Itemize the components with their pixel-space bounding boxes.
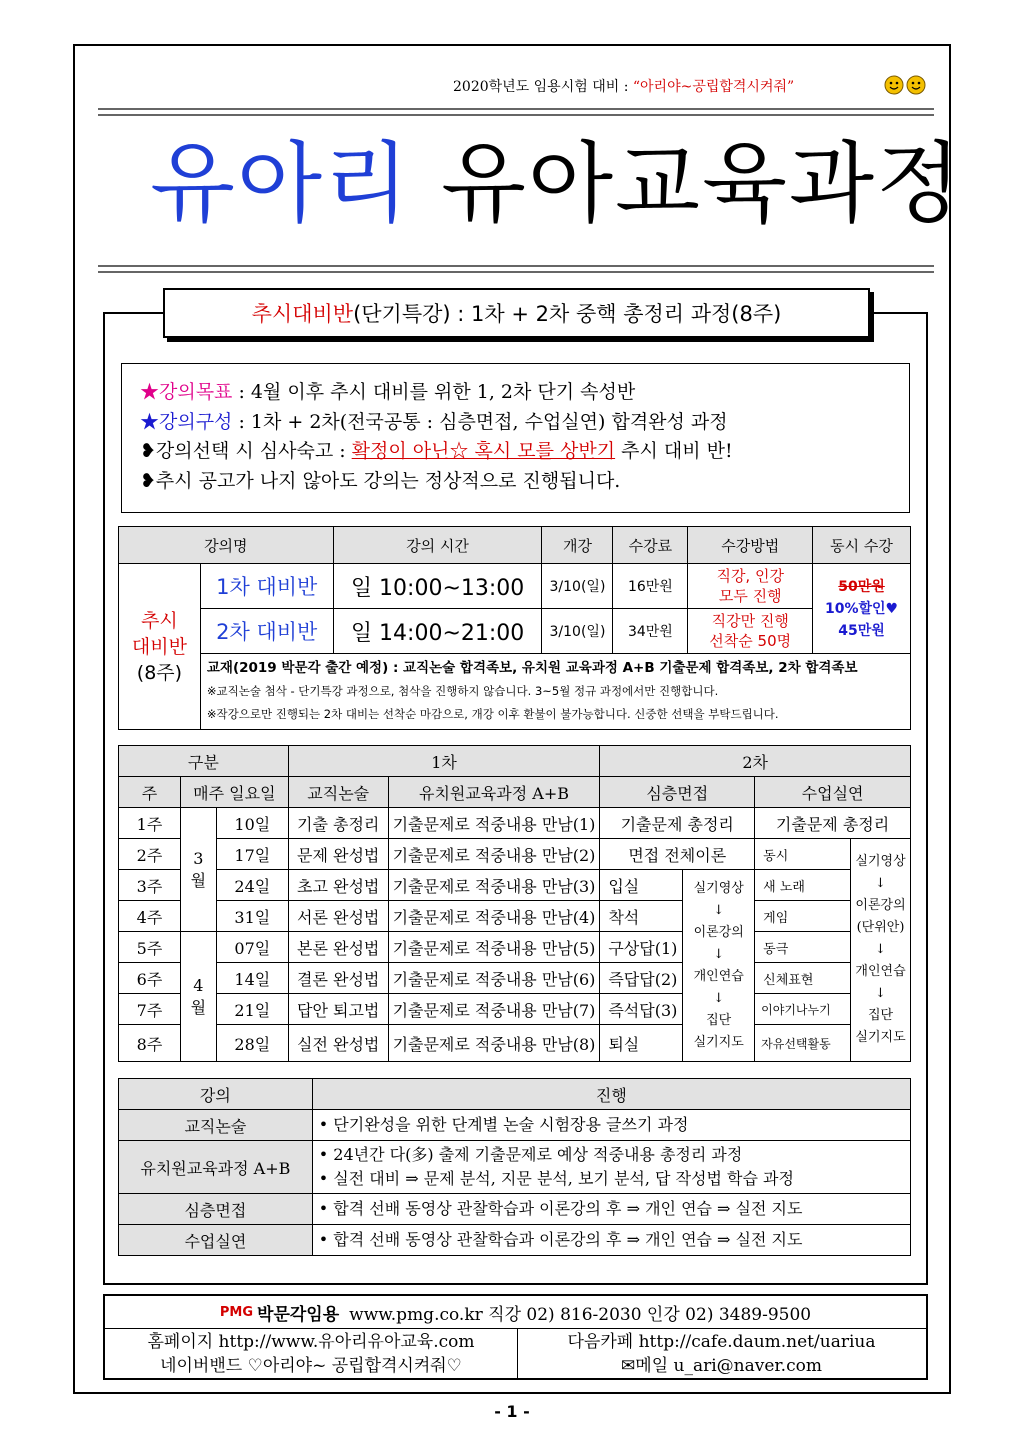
course-start: 3/10(일) [542, 609, 613, 654]
course-time: 일 14:00~21:00 [333, 609, 542, 654]
lecture-name: 유치원교육과정 A+B [119, 1141, 313, 1194]
interview-cell: 즉답답(2) [600, 963, 683, 994]
table-row [119, 901, 911, 932]
footer-contact-line [105, 1296, 926, 1329]
curriculum-cell: 기출문제로 적중내용 만남(7) [388, 994, 600, 1025]
flow-step: 실기영상 [693, 880, 744, 896]
flow-arrow: ↓ [875, 876, 886, 891]
goal-line-4: ❥추시 공고가 나지 않아도 강의는 정상적으로 진행됩니다. [140, 469, 621, 492]
flow-arrow: ↓ [875, 942, 886, 957]
flow-step: 집단 [867, 1008, 894, 1023]
curriculum-cell: 기출문제로 적중내용 만남(2) [388, 839, 600, 870]
footer-left [105, 1328, 518, 1380]
table-row [119, 609, 911, 654]
table-row [119, 963, 911, 994]
progress-table [118, 1078, 911, 1256]
method-line: 직강, 인강 [716, 567, 784, 585]
flow-arrow: ↓ [713, 990, 725, 1006]
lecture-name: 심층면접 [119, 1194, 313, 1225]
interview-flow [683, 870, 755, 1062]
day-cell: 21일 [216, 994, 288, 1025]
course-name: 2차 대비반 [200, 609, 333, 654]
header-combo: 동시 수강 [813, 527, 911, 564]
desc-line: • 합격 선배 동영상 관찰학습과 이론강의 후 ⇒ 개인 연습 ⇒ 실전 지도 [318, 1230, 803, 1249]
day-cell: 31일 [216, 901, 288, 932]
interview-cell: 기출문제 총정리 [600, 808, 755, 839]
month-number: 4 [193, 975, 204, 995]
flow-arrow: ↓ [875, 986, 886, 1001]
textbook-note: 교재(2019 박문각 출간 예정) : 교직논술 합격족보, 유치원 교육과정 A+B 기출문제 합격족보, 2차 합격족보 [206, 660, 858, 676]
lecture-desc [312, 1141, 910, 1194]
composition-label: ★강의구성 [140, 410, 233, 433]
course-fee: 16만원 [613, 564, 688, 609]
slogan-text: “아리야~공립합격시켜줘” [632, 79, 795, 95]
month-unit: 월 [190, 997, 207, 1017]
day-cell: 10일 [216, 808, 288, 839]
lecture-name: 교직논술 [119, 1110, 313, 1141]
course-method [688, 609, 813, 654]
page-title [150, 132, 964, 235]
essay-cell: 문제 완성법 [288, 839, 388, 870]
header-progress: 진행 [312, 1079, 910, 1110]
week-cell: 2주 [119, 839, 181, 870]
week-cell: 8주 [119, 1025, 181, 1062]
demo-cell: 자유선택활동 [755, 1025, 851, 1062]
table-row [119, 808, 911, 839]
essay-cell: 결론 완성법 [288, 963, 388, 994]
essay-cell: 본론 완성법 [288, 932, 388, 963]
weekly-table [118, 745, 911, 1062]
caution-suffix: 추시 대비 반! [615, 440, 733, 462]
curriculum-cell: 기출문제로 적중내용 만남(8) [388, 1025, 600, 1062]
flow-step: 이론강의 [855, 898, 906, 913]
course-method [688, 564, 813, 609]
course-title-red: 추시대비반 [251, 302, 354, 326]
demo-cell: 기출문제 총정리 [755, 808, 911, 839]
schedule-table [118, 526, 911, 730]
naver-band: 네이버밴드 ♡아리야~ 공립합격시켜줘♡ [160, 1356, 462, 1376]
title-rest: 유아교육과정 [441, 132, 964, 235]
curriculum-cell: 기출문제로 적중내용 만남(4) [388, 901, 600, 932]
table-row [119, 564, 911, 609]
header-fee: 수강료 [613, 527, 688, 564]
footer-right [517, 1328, 926, 1380]
day-cell: 24일 [216, 870, 288, 901]
essay-cell: 답안 퇴고법 [288, 994, 388, 1025]
method-line: 모두 진행 [718, 587, 782, 605]
header-lecture: 강의 [119, 1079, 313, 1110]
publisher-name: 박문각임용 [257, 1304, 340, 1325]
desc-line: • 단기완성을 위한 단계별 논술 시험장용 글쓰기 과정 [318, 1115, 689, 1134]
caution-highlight: 확정이 아닌☆ 혹시 모를 상반기 [351, 440, 616, 462]
month-unit: 월 [190, 870, 207, 890]
week-cell: 3주 [119, 870, 181, 901]
desc-line: • 실전 대비 ⇒ 문제 분석, 지문 분석, 보기 분석, 답 작성법 학습 과정 [318, 1169, 794, 1188]
day-cell: 28일 [216, 1025, 288, 1062]
goal-text: : 4월 이후 추시 대비를 위한 1, 2차 단기 속성반 [232, 381, 636, 403]
combo-price [813, 564, 911, 654]
curriculum-cell: 기출문제로 적중내용 만남(5) [388, 932, 600, 963]
header-second: 2차 [600, 746, 911, 777]
weekly-header-row [119, 746, 911, 777]
notes-row [119, 654, 911, 730]
group-line-1: 추시 [141, 609, 178, 632]
goals-box [121, 363, 910, 513]
flow-arrow: ↓ [713, 902, 725, 918]
header-division: 구분 [119, 746, 289, 777]
flow-step: 개인연습 [855, 964, 906, 979]
goal-line-2 [140, 408, 909, 438]
interview-cell: 즉석답(3) [600, 994, 683, 1025]
essay-cell: 초고 완성법 [288, 870, 388, 901]
goal-label: ★강의목표 [140, 381, 233, 403]
interview-cell: 면접 전체이론 [600, 839, 755, 870]
header-sunday: 매주 일요일 [180, 777, 288, 808]
goal-line-3 [140, 437, 909, 467]
table-row [119, 932, 911, 963]
table-row [119, 1141, 911, 1194]
desc-line: • 24년간 다(多) 출제 기출문제로 예상 적중내용 총정리 과정 [318, 1145, 743, 1164]
lecture-desc [312, 1225, 910, 1256]
flow-step: 개인연습 [693, 968, 744, 984]
group-weeks: (8주) [136, 661, 183, 684]
interview-cell: 입실 [600, 870, 683, 901]
caution-prefix: ❥강의선택 시 심사숙고 : [140, 440, 352, 462]
week-cell: 4주 [119, 901, 181, 932]
lecture-desc [312, 1194, 910, 1225]
table-row [119, 1025, 911, 1062]
flow-step: 실기영상 [855, 854, 906, 869]
header-first: 1차 [288, 746, 600, 777]
flow-step: (단위안) [856, 920, 905, 935]
refund-note: ※작강으로만 진행되는 2차 대비는 선착순 마감으로, 개강 이후 환불이 불가능합니다. 신중한 선택을 부탁드립니다. [206, 707, 779, 721]
publisher-contact: www.pmg.co.kr 직강 02) 816-2030 인강 02) 3489-9500 [349, 1304, 812, 1325]
demo-flow [851, 839, 911, 1062]
flow-arrow: ↓ [713, 946, 725, 962]
pmg-logo-icon: PMG [219, 1304, 254, 1320]
email-link[interactable]: ✉메일 u_ari@naver.com [621, 1356, 822, 1376]
curriculum-cell: 기출문제로 적중내용 만남(1) [388, 808, 600, 839]
notes-cell [200, 654, 910, 730]
demo-cell: 동시 [755, 839, 851, 870]
desc-line: • 합격 선배 동영상 관찰학습과 이론강의 후 ⇒ 개인 연습 ⇒ 실전 지도 [318, 1199, 803, 1218]
table-row [119, 1110, 911, 1141]
course-time: 일 10:00~13:00 [333, 564, 542, 609]
course-title [163, 288, 870, 338]
day-cell: 17일 [216, 839, 288, 870]
schedule-header-row [119, 527, 911, 564]
course-group [119, 564, 201, 730]
demo-cell: 새 노래 [755, 870, 851, 901]
course-fee: 34만원 [613, 609, 688, 654]
footer [103, 1294, 928, 1380]
interview-cell: 퇴실 [600, 1025, 683, 1062]
table-row [119, 1194, 911, 1225]
table-row [119, 870, 911, 901]
combo-new-price: 45만원 [838, 622, 885, 639]
homepage-link[interactable]: 홈페이지 http://www.유아리유아교육.com [147, 1332, 475, 1352]
day-cell: 14일 [216, 963, 288, 994]
header-rule [98, 108, 934, 116]
lecture-name: 수업실연 [119, 1225, 313, 1256]
course-name: 1차 대비반 [200, 564, 333, 609]
title-brand: 유아리 [150, 132, 412, 235]
flow-step: 실기지도 [693, 1034, 744, 1050]
week-cell: 6주 [119, 963, 181, 994]
day-cell: 07일 [216, 932, 288, 963]
flow-step: 집단 [706, 1012, 732, 1028]
interview-cell: 착석 [600, 901, 683, 932]
page-number: - 1 - [494, 1402, 530, 1421]
header-course-name: 강의명 [119, 527, 334, 564]
month-april [180, 932, 216, 1062]
interview-cell: 구상답(1) [600, 932, 683, 963]
progress-header-row [119, 1079, 911, 1110]
method-line: 직강만 진행 [711, 612, 789, 630]
smiley-faces-icon [884, 74, 928, 96]
header-curriculum: 유치원교육과정 A+B [388, 777, 600, 808]
composition-text: : 1차 + 2차(전국공통 : 심층면접, 수업실연) 합격완성 과정 [232, 410, 728, 433]
goal-line-1 [140, 378, 909, 408]
demo-cell: 이야기나누기 [755, 994, 851, 1025]
essay-cell: 실전 완성법 [288, 1025, 388, 1062]
demo-cell: 신체표현 [755, 963, 851, 994]
combo-discount: 10%할인♥ [824, 600, 899, 617]
week-cell: 5주 [119, 932, 181, 963]
demo-cell: 동극 [755, 932, 851, 963]
header-demo: 수업실연 [755, 777, 911, 808]
header-start: 개강 [542, 527, 613, 564]
header-line [453, 76, 794, 96]
table-row [119, 1225, 911, 1256]
course-title-rest: (단기특강) : 1차 + 2차 중핵 총정리 과정(8주) [353, 302, 782, 326]
flow-step: 실기지도 [855, 1030, 906, 1045]
curriculum-cell: 기출문제로 적중내용 만남(3) [388, 870, 600, 901]
month-number: 3 [193, 848, 204, 868]
month-march [180, 808, 216, 932]
cafe-link[interactable]: 다음카페 http://cafe.daum.net/uariua [567, 1332, 876, 1352]
header-essay: 교직논술 [288, 777, 388, 808]
curriculum-cell: 기출문제로 적중내용 만남(6) [388, 963, 600, 994]
header-time: 강의 시간 [333, 527, 542, 564]
combo-old-price: 50만원 [838, 578, 885, 595]
title-rule [98, 265, 934, 273]
exam-year-text: 2020학년도 임용시험 대비 : [453, 79, 629, 95]
essay-note: ※교직논술 첨삭 - 단기특강 과정으로, 첨삭을 진행하지 않습니다. 3~5월 정규 과정에서만 진행합니다. [206, 684, 719, 698]
lecture-desc [312, 1110, 910, 1141]
header-interview: 심층면접 [600, 777, 755, 808]
essay-cell: 기출 총정리 [288, 808, 388, 839]
weekly-subheader-row [119, 777, 911, 808]
table-row [119, 839, 911, 870]
header-method: 수강방법 [688, 527, 813, 564]
course-start: 3/10(일) [542, 564, 613, 609]
week-cell: 7주 [119, 994, 181, 1025]
method-line: 선착순 50명 [709, 632, 792, 650]
demo-cell: 게임 [755, 901, 851, 932]
group-line-2: 대비반 [131, 635, 187, 658]
essay-cell: 서론 완성법 [288, 901, 388, 932]
header-week: 주 [119, 777, 181, 808]
table-row [119, 994, 911, 1025]
flow-step: 이론강의 [693, 924, 744, 940]
week-cell: 1주 [119, 808, 181, 839]
